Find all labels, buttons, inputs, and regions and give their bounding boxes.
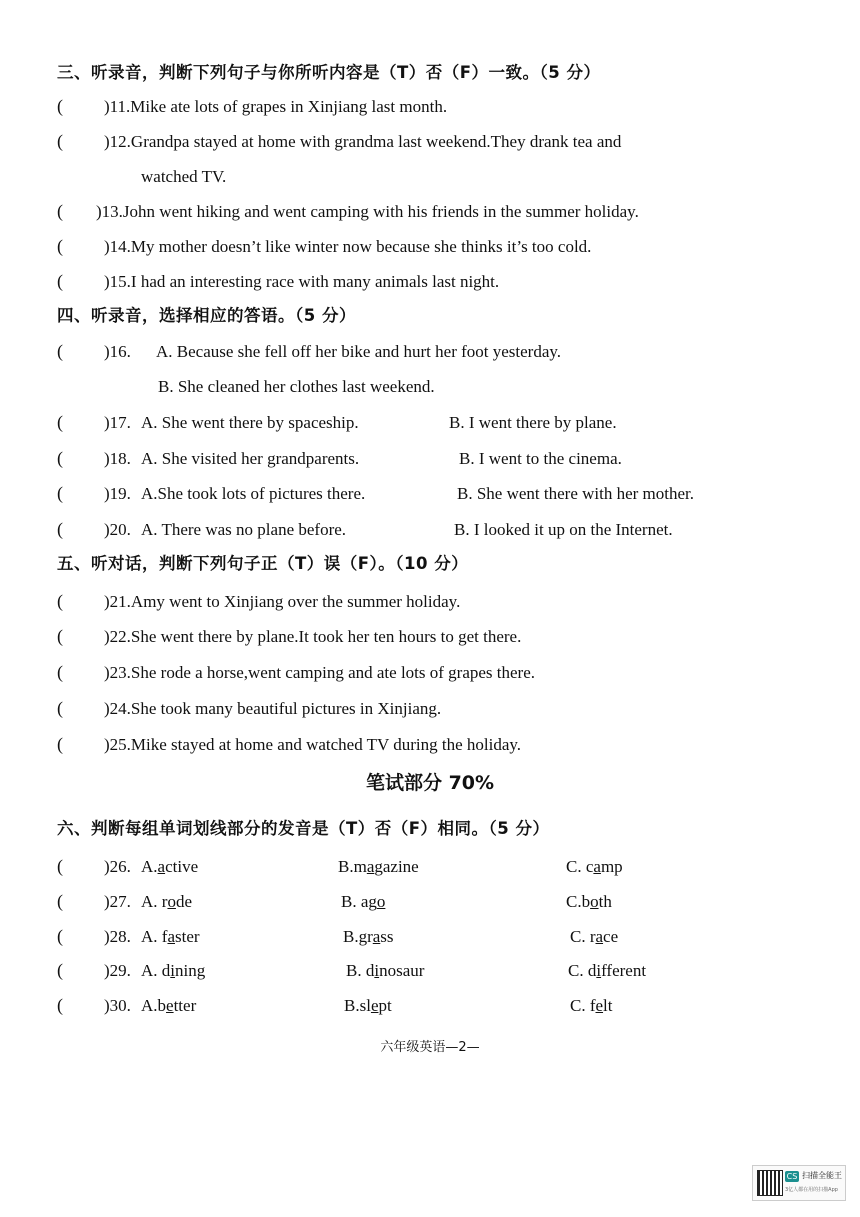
question-number: )20. (104, 520, 131, 539)
option-b: B. I went to the cinema. (459, 449, 622, 468)
word-b: B.grass (343, 927, 394, 946)
answer-paren[interactable]: ( (57, 856, 63, 876)
word-b: B.magazine (338, 857, 419, 876)
answer-paren[interactable]: ( (57, 131, 63, 151)
word-b: B.slept (344, 996, 392, 1015)
word-a: A. rode (141, 892, 192, 911)
question-number: )16. (104, 342, 131, 361)
answer-paren[interactable]: ( (57, 201, 63, 221)
question-number: )17. (104, 413, 131, 432)
option-b: B. I looked it up on the Internet. (454, 520, 673, 539)
scanner-sublabel: 3亿人都在用的扫描App (785, 1187, 838, 1193)
question-number: )18. (104, 449, 131, 468)
question-text: )14.My mother doesn’t like winter now because she thinks it’s too cold. (104, 237, 592, 256)
answer-paren[interactable]: ( (57, 995, 63, 1015)
word-a: A. dining (141, 961, 206, 980)
answer-paren[interactable]: ( (57, 960, 63, 980)
question-text: )23.She rode a horse,went camping and ate lots of grapes there. (104, 663, 536, 682)
option-a: A. She visited her grandparents. (141, 449, 360, 468)
question-number: )28. (104, 927, 131, 946)
word-c: C. camp (566, 857, 623, 876)
question-text: )21.Amy went to Xinjiang over the summer holiday. (104, 592, 461, 611)
section6-title: 六、判断每组单词划线部分的发音是（T）否（F）相同。（5 分） (57, 819, 550, 838)
word-b: B. dinosaur (346, 961, 425, 980)
word-c: C.both (566, 892, 612, 911)
scanner-label: 扫描全能王 (802, 1171, 842, 1180)
question-text: )24.She took many beautiful pictures in Xinjiang. (104, 699, 442, 718)
word-b: B. ago (341, 892, 386, 911)
answer-paren[interactable]: ( (57, 519, 63, 539)
section4-title: 四、听录音，选择相应的答语。（5 分） (57, 306, 356, 325)
question-text: )25.Mike stayed at home and watched TV during the holiday. (104, 735, 522, 754)
page-footer: 六年级英语—2— (380, 1040, 480, 1055)
answer-paren[interactable]: ( (57, 483, 63, 503)
answer-paren[interactable]: ( (57, 734, 63, 754)
word-a: A.active (141, 857, 199, 876)
word-a: A. faster (141, 927, 200, 946)
option-b: B. I went there by plane. (449, 413, 617, 432)
question-text: )15.I had an interesting race with many animals last night. (104, 272, 500, 291)
answer-paren[interactable]: ( (57, 891, 63, 911)
answer-paren[interactable]: ( (57, 412, 63, 432)
answer-paren[interactable]: ( (57, 448, 63, 468)
scanner-watermark (752, 1165, 846, 1201)
answer-paren[interactable]: ( (57, 662, 63, 682)
word-c: C. felt (570, 996, 613, 1015)
answer-paren[interactable]: ( (57, 236, 63, 256)
question-number: )29. (104, 961, 131, 980)
answer-paren[interactable]: ( (57, 591, 63, 611)
word-c: C. race (570, 927, 619, 946)
answer-paren[interactable]: ( (57, 271, 63, 291)
question-number: )27. (104, 892, 131, 911)
question-number: )19. (104, 484, 131, 503)
answer-paren[interactable]: ( (57, 96, 63, 116)
section5-title: 五、听对话，判断下列句子正（T）误（F）。（10 分） (57, 554, 469, 573)
question-text: )22.She went there by plane.It took her ten hours to get there. (104, 627, 522, 646)
answer-paren[interactable]: ( (57, 626, 63, 646)
option-a: A. There was no plane before. (141, 520, 347, 539)
question-text: )12.Grandpa stayed at home with grandma last weekend.They drank tea and (104, 132, 622, 151)
question-number: )30. (104, 996, 131, 1015)
question-text-continued: watched TV. (141, 167, 227, 186)
question-number: )26. (104, 857, 131, 876)
question-text: )13.John went hiking and went camping with his friends in the summer holiday. (96, 202, 639, 221)
answer-paren[interactable]: ( (57, 341, 63, 361)
option-b: B. She went there with her mother. (457, 484, 695, 503)
option-a: A. Because she fell off her bike and hurt her foot yesterday. (156, 342, 562, 361)
option-a: A. She went there by spaceship. (141, 413, 359, 432)
qr-code-icon (757, 1170, 783, 1196)
written-part-title: 笔试部分 70% (365, 772, 495, 794)
question-text: )11.Mike ate lots of grapes in Xinjiang last month. (104, 97, 448, 116)
answer-paren[interactable]: ( (57, 926, 63, 946)
camscanner-logo-icon: CS (786, 1172, 798, 1181)
option-a: A.She took lots of pictures there. (141, 484, 366, 503)
section3-title: 三、听录音，判断下列句子与你所听内容是（T）否（F）一致。（5 分） (57, 63, 601, 82)
word-c: C. different (568, 961, 647, 980)
option-b: B. She cleaned her clothes last weekend. (158, 377, 435, 396)
answer-paren[interactable]: ( (57, 698, 63, 718)
word-a: A.better (141, 996, 197, 1015)
